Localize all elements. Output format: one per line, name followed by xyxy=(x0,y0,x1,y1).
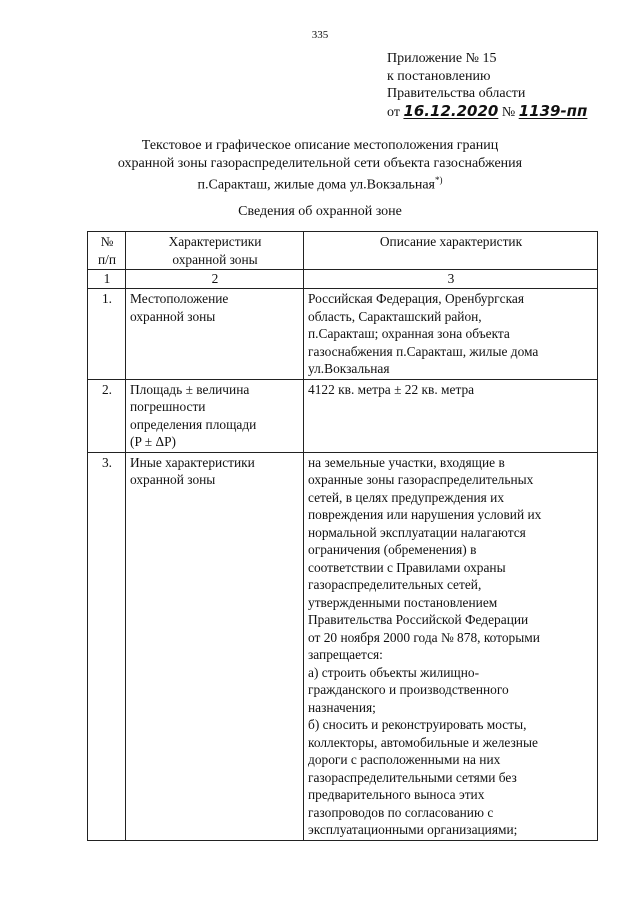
column-number-3: 3 xyxy=(304,270,598,289)
footnote-mark: *) xyxy=(434,175,443,185)
row-description: Российская Федерация, Оренбургская область, Саракташский район, п.Саракташ; охранная зона объекта газоснабжения п.Саракташ, жилые дома ул.Вокзальная xyxy=(304,289,598,380)
header-description: Описание характеристик xyxy=(304,232,598,270)
title-text: Текстовое и графическое описание местоположения границ охранной зоны газораспределительной сети объекта газоснабжения п.Саракташ, жилые дома ул.Вокзальная xyxy=(117,138,523,193)
table-row xyxy=(88,289,598,380)
appendix-date-line xyxy=(387,103,587,122)
column-number-2: 2 xyxy=(126,270,304,289)
section-subtitle: Сведения об охранной зоне xyxy=(238,204,402,219)
handwritten-number: 1139-пп xyxy=(518,101,588,120)
from-label: от xyxy=(387,104,400,120)
row-description: 4122 кв. метра ± 22 кв. метра xyxy=(304,379,598,452)
row-description: на земельные участки, входящие в охранные зоны газораспределительных сетей, в целях предупреждения их повреждения или нарушения условий их нормальной эксплуатации налагаются ограничения (обременения) в соответствии с Правилами охраны газораспределительных сетей, утвержденными постановлением Правительства Российской Федерации от 20 ноября 2000 года № 878, которыми запрещается: а) строить объекты жилищно- гражданского и производственного назначения; б) сносить и реконструировать мосты, коллекторы, автомобильные и железные дороги с расположенными на них газораспределительными сетями без предварительного выноса этих газопроводов по согласованию с эксплуатационными организациями; xyxy=(304,452,598,840)
header-number: № п/п xyxy=(88,232,126,270)
handwritten-date: 16.12.2020 xyxy=(403,101,499,120)
row-characteristic: Местоположение охранной зоны xyxy=(126,289,304,380)
column-number-row xyxy=(88,270,598,289)
appendix-line-2: к постановлению xyxy=(387,68,491,84)
number-label: № xyxy=(501,104,516,120)
appendix-line-1: Приложение № 15 xyxy=(387,51,497,66)
row-characteristic: Иные характеристики охранной зоны xyxy=(126,452,304,840)
protection-zone-table xyxy=(87,231,598,841)
appendix-line-3: Правительства области xyxy=(387,86,526,101)
table-header-row xyxy=(88,232,598,270)
table-row xyxy=(88,452,598,840)
row-number: 2. xyxy=(88,379,126,452)
table-row xyxy=(88,379,598,452)
row-number: 3. xyxy=(88,452,126,840)
row-characteristic: Площадь ± величина погрешности определения площади (P ± ΔP) xyxy=(126,379,304,452)
appendix-block xyxy=(387,50,587,121)
header-characteristic: Характеристики охранной зоны xyxy=(126,232,304,270)
page-number: 335 xyxy=(311,29,329,41)
row-number: 1. xyxy=(88,289,126,380)
column-number-1: 1 xyxy=(88,270,126,289)
document-title xyxy=(60,137,580,194)
